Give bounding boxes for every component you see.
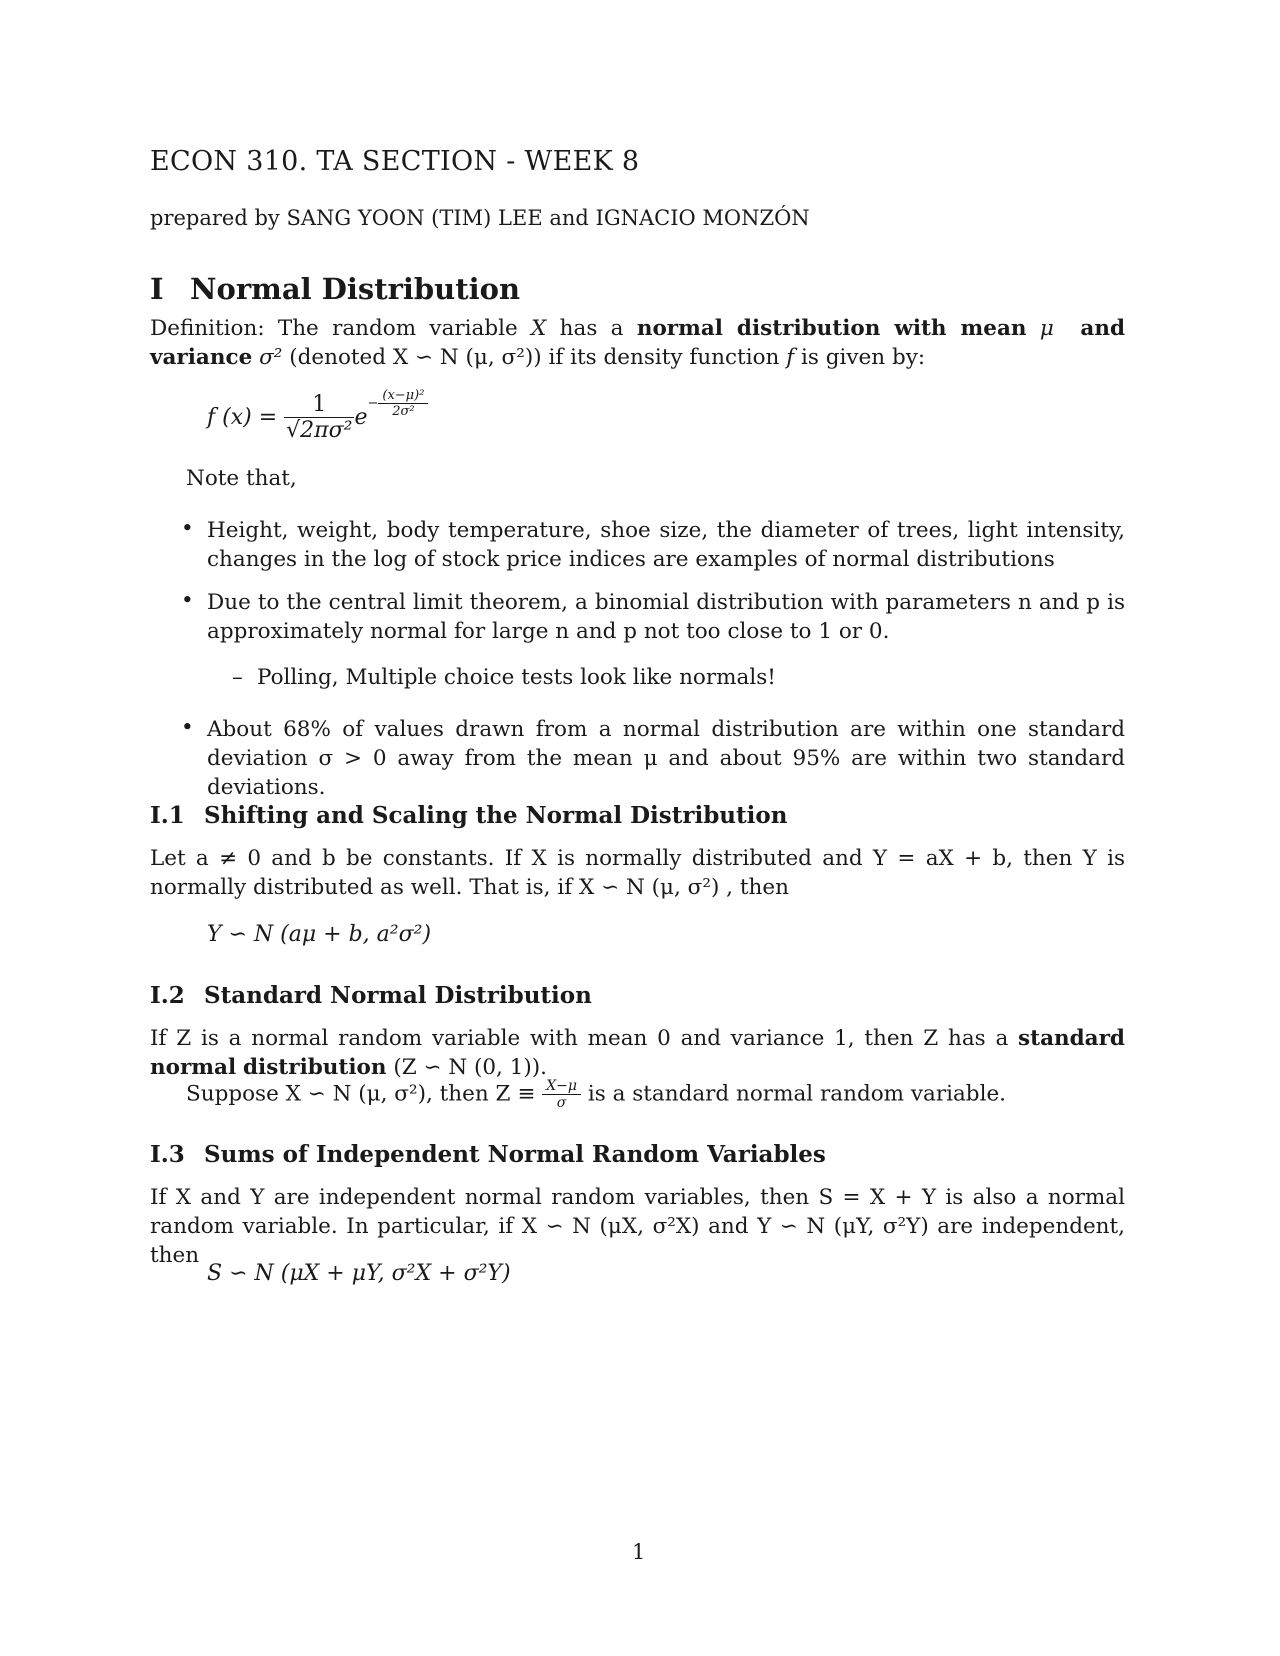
- author-2: IGNACIO MONZÓN: [595, 206, 810, 230]
- definition-paragraph: Definition: The random variable X has a normal distribution with mean μ and variance σ² (denoted X ∽ N (μ, σ²)) if its density function f is given by:: [150, 316, 1126, 370]
- z-fraction: $\frac{X-\mu}{\sigma}$: [542, 1078, 581, 1111]
- subsection-paragraph: If X and Y are independent normal random variables, then S = X + Y is also a normal random variable. In particular, if X ∽ N (μX, σ²X) and Y ∽ N (μY, σ²Y) are independent, then: [150, 1185, 1125, 1268]
- bullet-icon: •: [181, 516, 194, 541]
- subsection-heading: I.2 Standard Normal Distribution: [150, 982, 592, 1009]
- document-title: ECON 310. TA SECTION - WEEK 8: [150, 146, 640, 177]
- bullet-item: Height, weight, body temperature, shoe size, the diameter of trees, light intensity, changes in the log of stock price indices are examples of normal distributions: [207, 518, 1125, 572]
- sub-bullet-item: Polling, Multiple choice tests look like normals!: [257, 665, 776, 690]
- exponent: − $\frac{\text{(x−μ)²}}{\text{2σ²}}$: [367, 388, 428, 419]
- density-fraction: $\frac{1}{\text{√2πσ²}}$: [286, 392, 353, 443]
- subsection-heading: I.3 Sums of Independent Normal Random Variables: [150, 1141, 826, 1168]
- section-heading: [150, 272, 520, 306]
- author-1: SANG YOON (TIM) LEE: [286, 206, 543, 230]
- bullet-item: About 68% of values drawn from a normal distribution are within one standard deviation σ > 0 away from the mean μ and about 95% are within two standard deviations.: [207, 717, 1125, 800]
- byline-prefix: prepared by: [150, 206, 280, 230]
- section-number: I: [150, 272, 164, 306]
- byline: [150, 206, 810, 230]
- suppose-line: Suppose X ∽ N (μ, σ²), then Z ≡ $\frac{X-\mu}{\sigma}$ is a standard normal random variable.: [186, 1078, 1007, 1111]
- formula: S ∽ N (μX + μY, σ²X + σ²Y): [207, 1261, 511, 1286]
- density-formula: f (x) = $\frac{1}{\text{√2πσ²}}$ e− $\frac{\text{(x−μ)²}}{\text{2σ²}}$: [207, 392, 428, 443]
- dash-icon: –: [232, 665, 243, 690]
- bullet-icon: •: [181, 715, 194, 740]
- formula: Y ∽ N (aμ + b, a²σ²): [207, 922, 432, 947]
- page-number: 1: [632, 1540, 646, 1564]
- bullet-icon: •: [181, 588, 194, 613]
- subsection-paragraph: Let a ≠ 0 and b be constants. If X is normally distributed and Y = aX + b, then Y is normally distributed as well. That is, if X ∽ N (μ, σ²) , then: [150, 846, 1125, 900]
- subsection-paragraph: If Z is a normal random variable with mean 0 and variance 1, then Z has a standard normal distribution (Z ∽ N (0, 1)).: [150, 1026, 1125, 1080]
- section-title: Normal Distribution: [190, 272, 521, 306]
- note-intro: Note that,: [186, 466, 297, 491]
- subsection-heading: I.1 Shifting and Scaling the Normal Distribution: [150, 802, 788, 829]
- byline-and: and: [549, 206, 589, 230]
- bullet-item: Due to the central limit theorem, a binomial distribution with parameters n and p is approximately normal for large n and p not too close to 1 or 0.: [207, 590, 1125, 644]
